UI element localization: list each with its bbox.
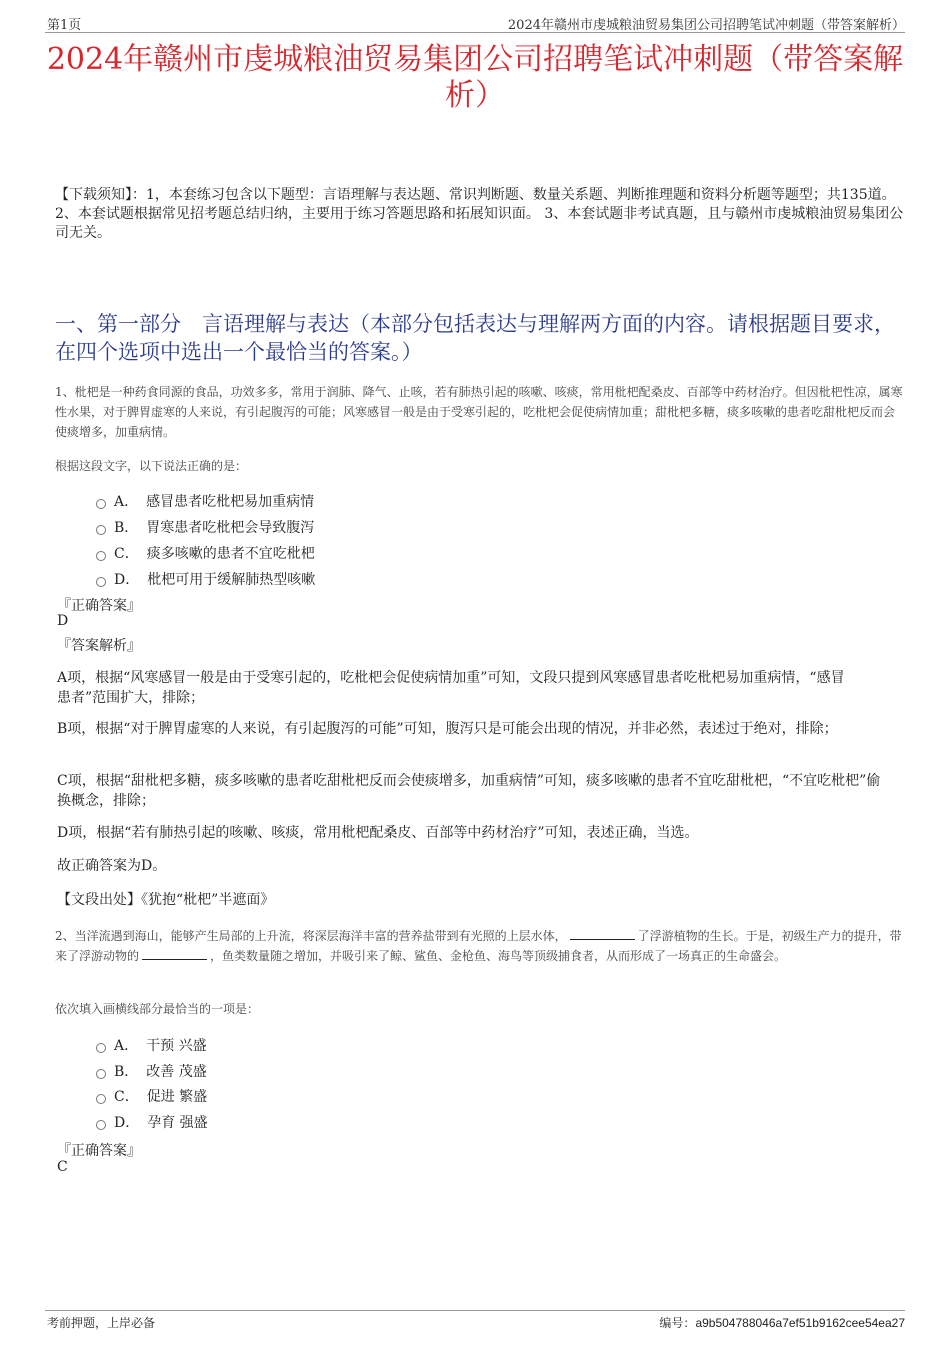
option-key: A． — [114, 494, 139, 510]
question-1-prompt: 根据这段文字，以下说法正确的是： — [55, 459, 248, 473]
header-title: 2024年赣州市虔城粮油贸易集团公司招聘笔试冲刺题（带答案解析） — [507, 18, 905, 33]
question-1-text: 1、枇杷是一种药食同源的食品，功效多多，常用于润肺、降气、止咳，若有肺热引起的咳嗽、咳痰，常用枇杷配桑皮、百部等中药材治疗。但因枇杷性凉，属寒性水果，对于脾胃虚寒的人来说，有引起腹泻的可能；风寒感冒一般是由于受寒引起的，吃枇杷会促使病情加重；甜枇杷多糖，痰多咳嗽的患者吃甜枇杷反而会使痰增多，加重病情。 — [55, 385, 903, 439]
q2-option-b[interactable] — [96, 1061, 207, 1081]
answer-value: C — [57, 1159, 68, 1175]
header-divider — [45, 32, 905, 33]
option-key: C． — [114, 546, 139, 562]
option-key: B． — [114, 520, 139, 536]
download-notice: 【下载须知】：1，本套练习包含以下题型：言语理解与表达题、常识判断题、数量关系题、判断推理题和资料分析题等题型；共135道。 2、本套试题根据常见招考题总结归纳，主要用于练习答题思路和拓展知识面。 3、本套试题非考试真题，且与赣州市虔城粮油贸易集团公司无关。 — [55, 187, 904, 241]
option-key: B． — [114, 1064, 139, 1080]
q2-text-part: ，鱼类数量随之增加，并吸引来了鲸、鲨鱼、金枪鱼、海鸟等顶级捕食者，从而形成了一场真正的生命盛会。 — [210, 949, 787, 963]
option-text: 促进 繁盛 — [146, 1089, 208, 1105]
radio-icon[interactable] — [96, 1043, 106, 1053]
radio-icon[interactable] — [96, 551, 106, 561]
radio-icon[interactable] — [96, 577, 106, 587]
option-text: 胃寒患者吃枇杷会导致腹泻 — [146, 520, 315, 536]
radio-icon[interactable] — [96, 1120, 106, 1130]
q2-text-part: 2、当洋流遇到海山，能够产生局部的上升流，将深层海洋丰富的营养盐带到有光照的上层水体， — [55, 929, 567, 943]
source: 【文段出处】《犹抱“枇杷”半遮面》 — [57, 892, 275, 908]
code-label: 编号： — [659, 1316, 696, 1330]
blank-1 — [570, 939, 635, 940]
question-2-text — [55, 926, 905, 966]
option-text: 枇杷可用于缓解肺热型咳嗽 — [147, 572, 316, 588]
option-key: C． — [114, 1089, 139, 1105]
q1-option-b[interactable] — [96, 517, 314, 537]
blank-2 — [142, 959, 207, 960]
conclusion: 故正确答案为D。 — [57, 858, 167, 874]
answer-label: 『正确答案』 — [57, 1143, 141, 1159]
analysis-a: A项，根据“风寒感冒一般是由于受寒引起的，吃枇杷会促使病情加重”可知，文段只提到风寒感冒患者吃枇杷易加重病情，“感冒患者”范围扩大，排除； — [57, 670, 845, 706]
footer-slogan: 考前押题，上岸必备 — [47, 1316, 156, 1330]
analysis-label: 『答案解析』 — [57, 638, 141, 654]
q1-option-d[interactable] — [96, 569, 315, 589]
document-title: 2024年赣州市虔城粮油贸易集团公司招聘笔试冲刺题（带答案解析） — [46, 42, 904, 113]
option-text: 痰多咳嗽的患者不宜吃枇杷 — [146, 546, 315, 562]
page-number: 第1页 — [47, 18, 82, 33]
option-text: 干预 兴盛 — [146, 1038, 207, 1054]
radio-icon[interactable] — [96, 1094, 106, 1104]
radio-icon[interactable] — [96, 499, 106, 509]
q2-text-part: 了浮游植物的生长。于是，初级生产力的提升，带来了浮游动物的 — [55, 929, 902, 963]
analysis-b: B项，根据“对于脾胃虚寒的人来说，有引起腹泻的可能”可知，腹泻只是可能会出现的情况，并非必然，表述过于绝对，排除； — [57, 721, 838, 737]
q1-option-c[interactable] — [96, 543, 315, 563]
option-key: D． — [114, 1115, 140, 1131]
option-text: 孕育 强盛 — [147, 1115, 208, 1131]
section-heading: 一、第一部分 言语理解与表达（本部分包括表达与理解两方面的内容。请根据题目要求，在四个选项中选出一个最恰当的答案。） — [55, 312, 895, 364]
q2-option-a[interactable] — [96, 1035, 207, 1055]
option-key: D． — [114, 572, 140, 588]
analysis-d: D项，根据“若有肺热引起的咳嗽、咳痰，常用枇杷配桑皮、百部等中药材治疗”可知，表述正确，当选。 — [57, 825, 699, 841]
q2-option-c[interactable] — [96, 1086, 207, 1106]
footer-code — [659, 1314, 905, 1331]
analysis-c: C项，根据“甜枇杷多糖，痰多咳嗽的患者吃甜枇杷反而会使痰增多，加重病情”可知，痰多咳嗽的患者不宜吃甜枇杷，“不宜吃枇杷”偷换概念，排除； — [57, 773, 881, 809]
radio-icon[interactable] — [96, 525, 106, 535]
question-2-prompt: 依次填入画横线部分最恰当的一项是： — [55, 1002, 260, 1016]
option-text: 感冒患者吃枇杷易加重病情 — [146, 494, 315, 510]
code-value: a9b504788046a7ef51b9162cee54ea27 — [695, 1316, 905, 1330]
answer-label: 『正确答案』 — [57, 598, 141, 614]
option-text: 改善 茂盛 — [146, 1064, 207, 1080]
q2-option-d[interactable] — [96, 1112, 208, 1132]
option-key: A． — [114, 1038, 139, 1054]
answer-value: D — [57, 613, 69, 629]
footer-divider — [45, 1310, 905, 1311]
q1-option-a[interactable] — [96, 491, 314, 511]
radio-icon[interactable] — [96, 1069, 106, 1079]
